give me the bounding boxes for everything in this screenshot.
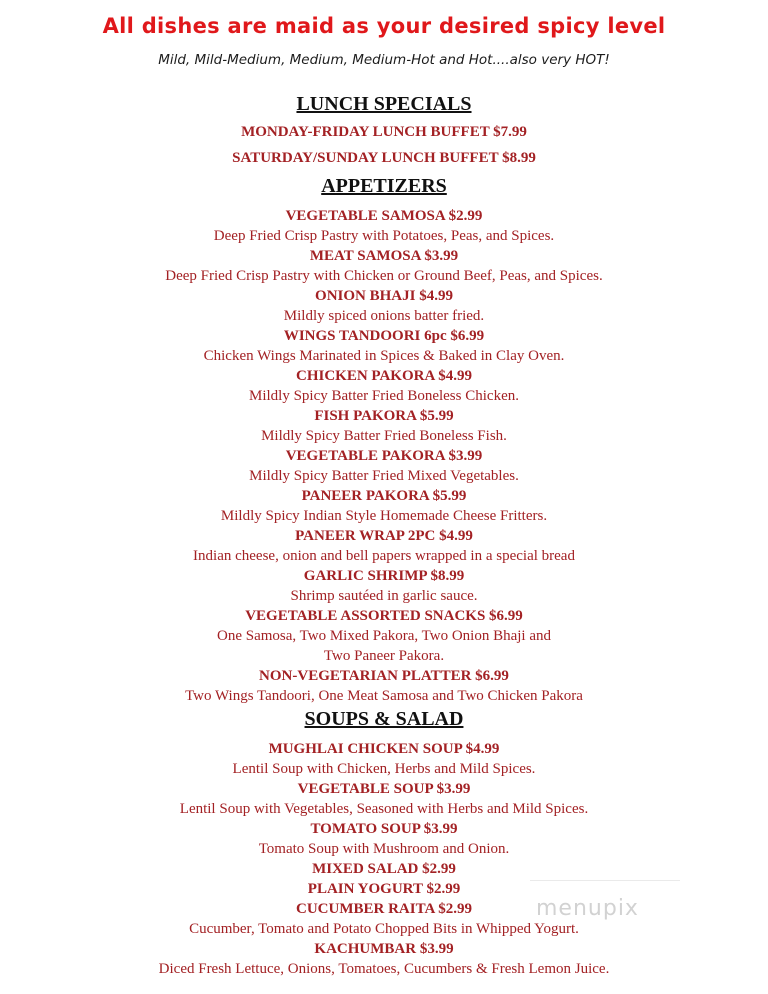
section-title-appetizers: APPETIZERS xyxy=(321,175,447,197)
menu-item xyxy=(0,859,768,879)
menu-item-description: Deep Fried Crisp Pastry with Chicken or Ground Beef, Peas, and Spices. xyxy=(165,268,603,284)
menu-item-name: WINGS TANDOORI 6pc $6.99 xyxy=(283,328,485,344)
menu-item-name: VEGETABLE PAKORA $3.99 xyxy=(285,448,483,464)
menu-item-name: CUCUMBER RAITA $2.99 xyxy=(296,901,472,917)
menu-item xyxy=(0,526,768,566)
menu-item-description: Deep Fried Crisp Pastry with Potatoes, Peas, and Spices. xyxy=(213,228,555,244)
section-title-lunch-specials: LUNCH SPECIALS xyxy=(296,93,472,115)
appetizer-list xyxy=(0,206,768,706)
menu-item-name: VEGETABLE ASSORTED SNACKS $6.99 xyxy=(245,608,523,624)
menu-item-description: Lentil Soup with Vegetables, Seasoned with Herbs and Mild Spices. xyxy=(179,801,589,817)
menu-item-description: Two Paneer Pakora. xyxy=(323,648,445,664)
menu-item-description: Lentil Soup with Chicken, Herbs and Mild Spices. xyxy=(232,761,536,777)
soup-list xyxy=(0,739,768,979)
menu-item xyxy=(0,879,768,899)
menu-item xyxy=(0,446,768,486)
section-title-soups-salad: SOUPS & SALAD xyxy=(304,708,464,730)
menu-item xyxy=(0,739,768,779)
soups-salad-section xyxy=(0,707,768,979)
menu-item-name: CHICKEN PAKORA $4.99 xyxy=(296,368,472,384)
menu-item xyxy=(0,939,768,979)
menu-item xyxy=(0,486,768,526)
menu-item xyxy=(0,899,768,939)
menu-item-description: One Samosa, Two Mixed Pakora, Two Onion Bhaji and xyxy=(217,628,551,644)
menu-item-name: ONION BHAJI $4.99 xyxy=(315,288,453,304)
menu-item xyxy=(0,286,768,326)
spice-levels-note: Mild, Mild-Medium, Medium, Medium-Hot and Hot....also very HOT! xyxy=(158,52,610,68)
menu-item-description: Cucumber, Tomato and Potato Chopped Bits in Whipped Yogurt. xyxy=(189,921,579,937)
menu-item-name: KACHUMBAR $3.99 xyxy=(314,941,454,957)
lunch-specials-section xyxy=(0,92,768,168)
menupix-watermark: menupix xyxy=(536,896,639,921)
menu-item xyxy=(0,246,768,286)
menu-item-description: Mildly Spicy Batter Fried Mixed Vegetables. xyxy=(249,468,519,484)
menu-item xyxy=(0,206,768,246)
menu-item-name: MIXED SALAD $2.99 xyxy=(312,861,456,877)
lunch-item: MONDAY-FRIDAY LUNCH BUFFET $7.99 xyxy=(241,124,527,140)
menu-item-name: FISH PAKORA $5.99 xyxy=(314,408,454,424)
menu-item-description: Shrimp sautéed in garlic sauce. xyxy=(290,588,478,604)
menu-item-description: Mildly Spicy Batter Fried Boneless Chicken. xyxy=(249,388,519,404)
menu-item xyxy=(0,606,768,666)
menu-item-description: Chicken Wings Marinated in Spices & Baked in Clay Oven. xyxy=(203,348,565,364)
menu-item-description: Mildly Spicy Indian Style Homemade Cheese Fritters. xyxy=(220,508,548,524)
menu-item-name: PLAIN YOGURT $2.99 xyxy=(307,881,461,897)
menu-item xyxy=(0,366,768,406)
menu-item-name: VEGETABLE SAMOSA $2.99 xyxy=(285,208,483,224)
watermark-rule xyxy=(530,880,680,881)
menu-item-name: VEGETABLE SOUP $3.99 xyxy=(297,781,471,797)
menu-item-description: Diced Fresh Lettuce, Onions, Tomatoes, Cucumbers & Fresh Lemon Juice. xyxy=(158,961,610,977)
menu-item-name: MUGHLAI CHICKEN SOUP $4.99 xyxy=(268,741,500,757)
menu-item xyxy=(0,819,768,859)
menu-content xyxy=(0,88,768,979)
menu-item xyxy=(0,326,768,366)
menu-item-name: NON-VEGETARIAN PLATTER $6.99 xyxy=(259,668,509,684)
lunch-item: SATURDAY/SUNDAY LUNCH BUFFET $8.99 xyxy=(232,150,536,166)
menu-item xyxy=(0,779,768,819)
menu-item-description: Two Wings Tandoori, One Meat Samosa and Two Chicken Pakora xyxy=(185,688,583,704)
menu-item-name: MEAT SAMOSA $3.99 xyxy=(309,248,459,264)
menu-item-description: Mildly spiced onions batter fried. xyxy=(283,308,485,324)
appetizers-section xyxy=(0,174,768,706)
menu-item-name: GARLIC SHRIMP $8.99 xyxy=(303,568,465,584)
menu-item-name: TOMATO SOUP $3.99 xyxy=(310,821,458,837)
menu-item xyxy=(0,406,768,446)
menu-item-name: PANEER WRAP 2PC $4.99 xyxy=(295,528,473,544)
menu-item xyxy=(0,666,768,706)
menu-item xyxy=(0,566,768,606)
menu-item-description: Tomato Soup with Mushroom and Onion. xyxy=(258,841,510,857)
menu-item-name: PANEER PAKORA $5.99 xyxy=(301,488,467,504)
menu-item-description: Mildly Spicy Batter Fried Boneless Fish. xyxy=(261,428,507,444)
menu-item-description: Indian cheese, onion and bell papers wrapped in a special bread xyxy=(193,548,575,564)
spicy-level-banner: All dishes are maid as your desired spicy level xyxy=(102,14,666,38)
